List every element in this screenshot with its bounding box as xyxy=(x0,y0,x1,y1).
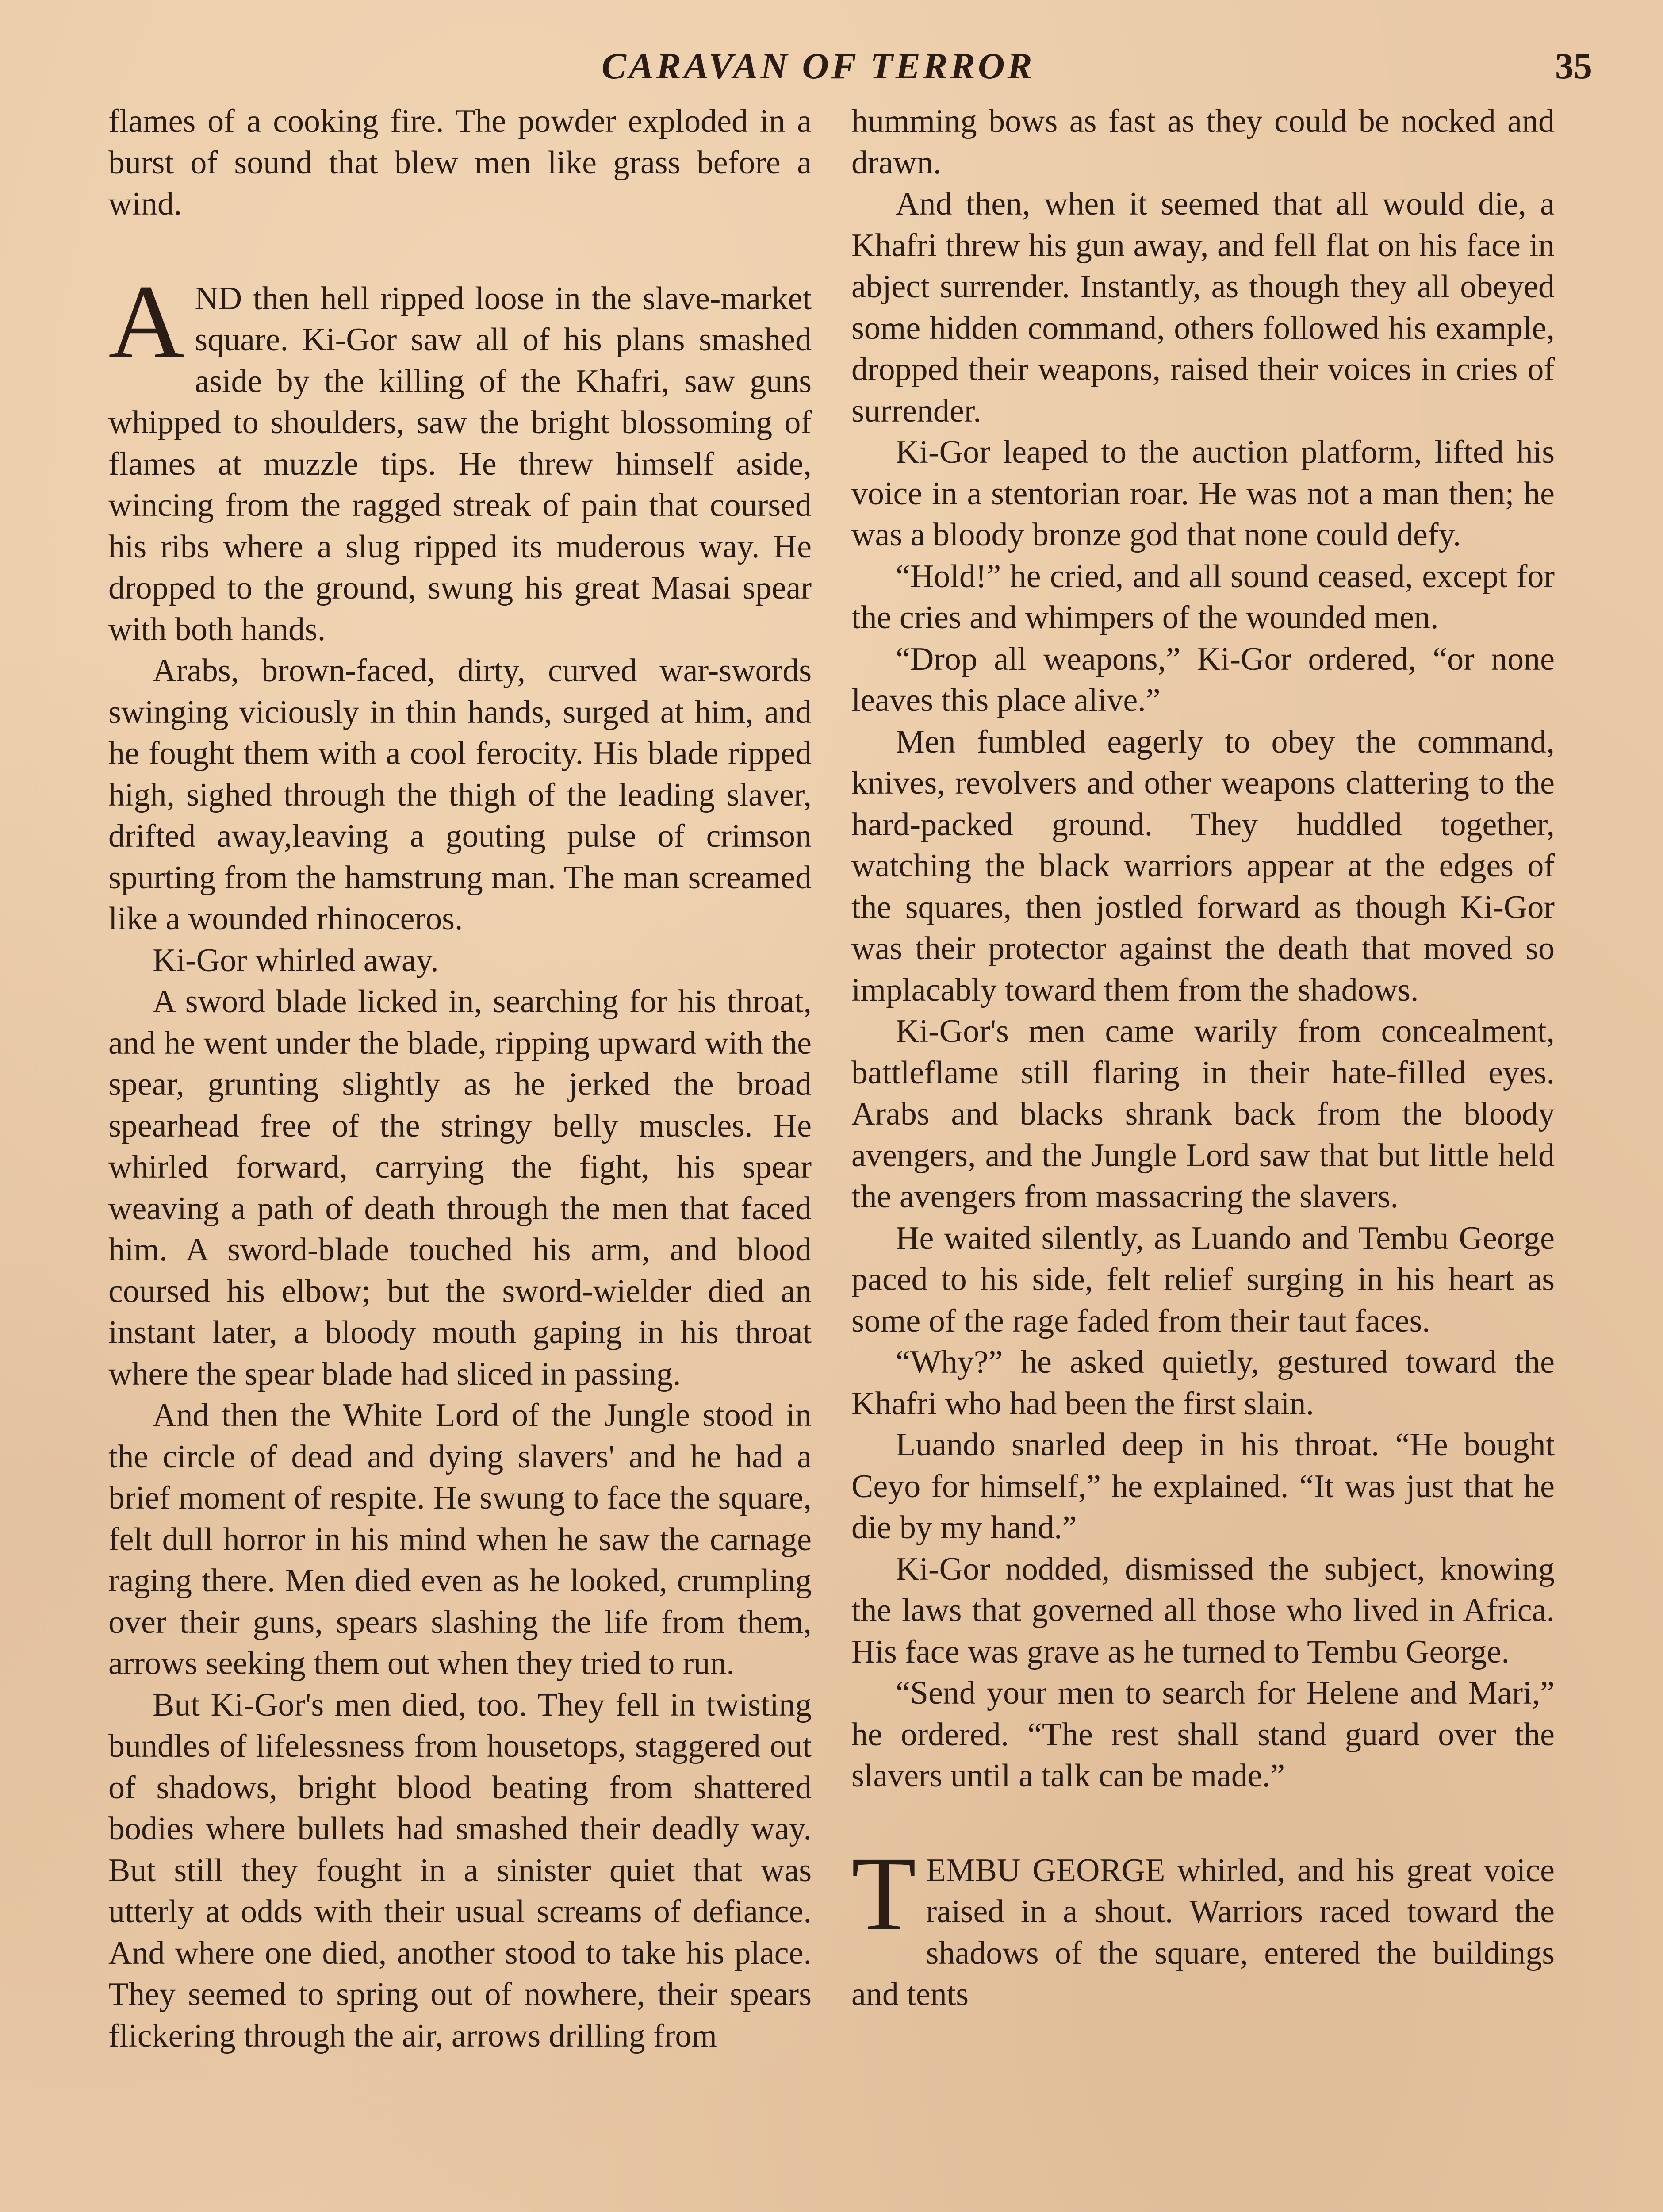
paragraph: A sword blade licked in, searching for his throat, and he went under the blade, ripping upward with the spear, grunting slightly as he jerked the broad spearhead free of the stringy belly muscles. He whirled forward, carrying the fight, his spear weaving a path of death through the men that faced him. A sword-blade touched his arm, and blood coursed his elbow; but the sword-wielder died an instant later, a bloody mouth gaping in his throat where the spear blade had sliced in passing. xyxy=(108,983,812,1392)
paragraph: “Hold!” he cried, and all sound ceased, except for the cries and whimpers of the wounded men. xyxy=(851,558,1555,636)
paragraph: Ki-Gor leaped to the auction platform, lifted his voice in a stentorian roar. He was not a man then; he was a bloody bronze god that none could defy. xyxy=(851,434,1555,553)
paragraph: And then, when it seemed that all would die, a Khafri threw his gun away, and fell flat on his face in abject surrender. Instantly, as though they all obeyed some hidden command, others followed his example, dropped their weapons, raised their voices in cries of surrender. xyxy=(851,186,1555,429)
paragraph: “Send your men to search for Helene and Mari,” he ordered. “The rest shall stand guard over the slavers until a talk can be made.” xyxy=(851,1675,1555,1794)
paragraph: Luando snarled deep in his throat. “He bought Ceyo for himself,” he explained. “It was just that he die by my hand.” xyxy=(851,1427,1555,1546)
paragraph: flames of a cooking fire. The powder exploded in a burst of sound that blew men like grass before a wind. xyxy=(108,103,812,222)
paragraph: humming bows as fast as they could be nocked and drawn. xyxy=(851,103,1555,181)
paragraph-dropcap xyxy=(108,262,812,651)
paragraph: Arabs, brown-faced, dirty, curved war-swords swinging viciously in thin hands, surged at him, and he fought them with a cool ferocity. His blade ripped high, sighed through the thigh of the leading slaver, drifted away,leaving a gouting pulse of crimson spurting from the hamstrung man. The man screamed like a wounded rhinoceros. xyxy=(108,653,812,937)
running-title: CARAVAN OF TERROR xyxy=(602,46,1035,87)
paragraph: He waited silently, as Luando and Tembu George paced to his side, felt relief surging in his heart as some of the rage faded from their taut faces. xyxy=(851,1220,1555,1339)
paragraph: “Drop all weapons,” Ki-Gor ordered, “or none leaves this place alive.” xyxy=(851,641,1555,718)
paragraph: “Why?” he asked quietly, gestured toward the Khafri who had been the first slain. xyxy=(851,1344,1555,1422)
page-header xyxy=(0,38,1663,95)
right-column xyxy=(851,101,1555,2016)
paragraph-text: ND then hell ripped loose in the slave-market square. Ki-Gor saw all of his plans smashed aside by the killing of the Khafri, saw guns whipped to shoulders, saw the bright blossoming of flames at muzzle tips. He threw himself aside, wincing from the ragged streak of pain that coursed his ribs where a slug ripped its muderous way. He dropped to the ground, swung his great Masai spear with both hands. xyxy=(108,280,812,648)
paragraph-text: EMBU GEORGE whirled, and his great voice raised in a shout. Warriors raced toward the shadows of the square, entered the buildings and tents xyxy=(851,1852,1555,2012)
page-number: 35 xyxy=(1555,46,1592,87)
paragraph: Ki-Gor's men came warily from concealment, battleflame still flaring in their hate-filled eyes. Arabs and blacks shrank back from the bloody avengers, and the Jungle Lord saw that but little held the avengers from massacring the slavers. xyxy=(851,1013,1555,1215)
paragraph: Ki-Gor whirled away. xyxy=(153,942,439,979)
left-column xyxy=(108,101,812,2057)
paragraph: Men fumbled eagerly to obey the command, knives, revolvers and other weapons clattering to the hard-packed ground. They huddled together, watching the black warriors appear at the edges of the squares, then jostled forward as though Ki-Gor was their protector against the death that moved so implacably toward them from the shadows. xyxy=(851,723,1555,1008)
drop-cap: T xyxy=(851,1834,916,1952)
paragraph: And then the White Lord of the Jungle stood in the circle of dead and dying slavers' and he had a brief moment of respite. He swung to face the square, felt dull horror in his mind when he saw the carnage raging there. Men died even as he looked, crumpling over their guns, spears slashing the life from them, arrows seeking them out when they tried to run. xyxy=(108,1397,812,1682)
paragraph: But Ki-Gor's men died, too. They fell in twisting bundles of lifelessness from housetops, staggered out of shadows, bright blood beating from shattered bodies where bullets had smashed their deadly way. But still they fought in a sinister quiet that was utterly at odds with their usual screams of defiance. And where one died, another stood to take his place. They seemed to spring out of nowhere, their spears flickering through the air, arrows drilling from xyxy=(108,1686,812,2054)
paragraph-dropcap xyxy=(851,1834,1555,2016)
paragraph: Ki-Gor nodded, dismissed the subject, knowing the laws that governed all those who lived in Africa. His face was grave as he turned to Tembu George. xyxy=(851,1551,1555,1670)
drop-cap: A xyxy=(108,262,185,380)
